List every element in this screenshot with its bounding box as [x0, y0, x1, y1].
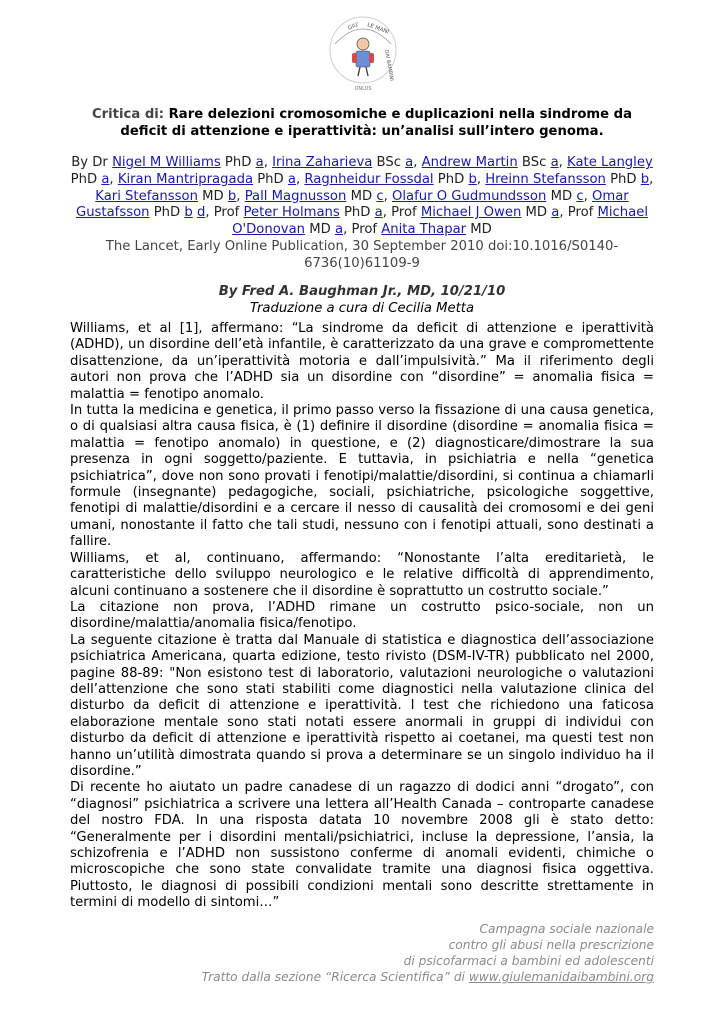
affiliation-link[interactable]: c: [576, 188, 584, 204]
paragraph: Williams, et al [1], affermano: “La sindrome da deficit di attenzione e iperattività (ADHD), un disordine dell’età infantile, è caratterizzato da una grave e compromettente disattenzione, da un’iperattività motoria e dall’impulsività.” Ma il riferimento degli autori non prova che l’ADHD sia un disordine con “disordine” = anomalia fisica = malattia = fenotipo anomalo.: [70, 321, 654, 402]
author-link[interactable]: Irina Zaharieva: [272, 155, 373, 170]
affiliation-link[interactable]: b: [640, 171, 650, 187]
author-degree: PhD: [437, 171, 465, 187]
author-degree: MD: [525, 205, 548, 221]
affiliation-link[interactable]: b: [184, 205, 193, 221]
paragraph: Williams, et al, continuano, affermando: “Nonostante l’alta ereditarietà, le caratteristiche dello sviluppo neurologico e le relative difficoltà di apprendimento, alcuni continuano a sostenere che il disordine è soprattutto un costrutto sociale.”: [70, 550, 654, 599]
author-degree: PhD: [257, 171, 284, 187]
author-link[interactable]: Omar Gustafsson: [75, 188, 629, 221]
author-separator: ,: [383, 188, 392, 204]
author-link[interactable]: Pall Magnusson: [244, 188, 347, 204]
author-degree: PhD: [153, 205, 181, 221]
author-separator: ,: [476, 171, 486, 187]
author-degree: MD: [309, 222, 331, 238]
byline-translation: Traduzione a cura di Cecilia Metta: [249, 301, 475, 316]
author-link[interactable]: Andrew Martin: [421, 155, 518, 170]
affiliation-link[interactable]: a: [255, 155, 264, 170]
affiliation-link[interactable]: b: [227, 188, 237, 204]
author-separator: , Prof: [382, 205, 421, 221]
author-link[interactable]: Kari Stefansson: [95, 188, 198, 204]
author-degree: MD: [550, 188, 573, 204]
author-separator: ,: [583, 188, 592, 204]
svg-text:GIU': GIU': [347, 21, 361, 32]
authors-intro: By Dr: [71, 155, 108, 170]
author-degree: PhD: [343, 205, 371, 221]
footer-source-prefix: Tratto dalla sezione “Ricerca Scientifica” di: [201, 970, 465, 984]
document-title: [70, 106, 654, 140]
author-separator: , Prof: [559, 205, 598, 221]
article-body: [70, 321, 654, 912]
author-link[interactable]: Peter Holmans: [243, 205, 340, 221]
author-link[interactable]: Anita Thapar: [381, 222, 467, 238]
author-separator: ,: [236, 188, 245, 204]
paragraph: Di recente ho aiutato un padre canadese di un ragazzo di dodici anni “drogato”, con “diagnosi” psichiatrica a scrivere una lettera all’Health Canada – controparte canadese del nostro FDA. In una risposta datata 10 novembre 2008 gli è stato detto: “Generalmente per i disordini mentali/psichiatrici, incluse la depressione, l’ansia, la schizofrenia e l’ADHD non sussistono conferme di anomali evidenti, chimiche o microscopiche che sono state convalidate tramite una diagnosi fisica oggettiva. Piuttosto, le diagnosi di possibili condizioni mentali sono descritte strettamente in termini di modello di sintomi…”: [70, 780, 654, 911]
footer-source: [134, 969, 654, 985]
affiliation-link[interactable]: b: [468, 171, 477, 187]
affiliation-link[interactable]: a: [101, 171, 110, 187]
affiliation-link[interactable]: a: [374, 205, 383, 221]
author-separator: ,: [649, 171, 654, 187]
organization-logo: [327, 14, 399, 94]
author-degree: PhD: [610, 171, 637, 187]
byline: [70, 283, 654, 317]
author-separator: , Prof: [205, 205, 244, 221]
author-degree: MD: [470, 222, 492, 238]
affiliation-link[interactable]: a: [551, 205, 560, 221]
author-link[interactable]: Michael J Owen: [420, 205, 522, 221]
affiliation-link[interactable]: a: [550, 155, 559, 170]
title-text: Rare delezioni cromosomiche e duplicazioni nella sindrome da deficit di attenzione e iperattività: un’analisi sull’intero genoma.: [120, 107, 633, 139]
affiliation-link[interactable]: a: [287, 171, 296, 187]
paragraph: In tutta la medicina e genetica, il primo passo verso la fissazione di una causa genetica, o di qualsiasi altra causa fisica, è (1) definire il disordine (disordine = anomalia fisica = malattia = fenotipo anomalo) in questione, e (2) diagnosticare/dimostrare la sua presenza in ogni soggetto/paziente. E tuttavia, in psichiatria e nella “genetica psichiatrica”, dove non sono provati i fenotipi/malattie/disordini, si continua a chiamarli formule (insegnante) pedagogiche, sociali, psichiatriche, psicologiche soggettive, fenotipi di malattie/disordini e a cercare il nesso di causalità dei cromosomi e dei geni umani, nonostante il fatto che tali studi, nessuno con i fenotipi attuali, sono destinati a fallire.: [70, 403, 654, 550]
author-degree: MD: [350, 188, 373, 204]
affiliation-link[interactable]: d: [196, 205, 206, 221]
author-separator: ,: [558, 155, 568, 170]
affiliation-link[interactable]: c: [376, 188, 384, 204]
author-separator: ,: [263, 155, 273, 170]
svg-text:DAI BAMBINI: DAI BAMBINI: [383, 49, 395, 82]
author-degree: BSc: [376, 155, 401, 170]
website-link[interactable]: www.giulemanidaibambini.org: [468, 970, 654, 984]
footer-line: di psicofarmaci a bambini ed adolescenti: [403, 954, 654, 968]
paragraph: La citazione non prova, l’ADHD rimane un costrutto psico-sociale, non un disordine/malattia/anomalia fisica/fenotipo.: [70, 599, 654, 632]
author-separator: ,: [296, 171, 305, 187]
journal-reference: The Lancet, Early Online Publication, 30 September 2010 doi:10.1016/S0140-6736(10)61109-9: [105, 238, 619, 271]
author-link[interactable]: Nigel M Williams: [112, 155, 221, 170]
author-link[interactable]: Hreinn Stefansson: [485, 171, 606, 187]
byline-author: By Fred A. Baughman Jr., MD, 10/21/10: [218, 284, 506, 299]
footer-line: contro gli abusi nella prescrizione: [448, 938, 654, 952]
author-separator: ,: [109, 171, 118, 187]
footer: [134, 921, 654, 985]
author-link[interactable]: Kiran Mantripragada: [117, 171, 254, 187]
paragraph: La seguente citazione è tratta dal Manuale di statistica e diagnostica dell’associazione psichiatrica Americana, quarta edizione, testo rivisto (DSM-IV-TR) pubblicato nel 2000, pagine 88-89: "Non esistono test di laboratorio, valutazioni neurologiche o valutazioni dell’attenzione che sono stati stabiliti come diagnostici nella valutazione clinica del disturbo da deficit di attenzione e iperattività. I test che richiedono una faticosa elaborazione mentale sono stati notati essere anormali in gruppi di individui con disturbo da deficit di attenzione e iperattività rispetto ai coetanei, ma questi test non hanno un’utilità dimostrata quando si prova a determinare se un singolo individuo ha il disordine.”: [70, 632, 654, 779]
title-lead: Critica di:: [91, 107, 165, 122]
author-link[interactable]: Michael O'Donovan: [232, 205, 649, 238]
footer-line: Campagna sociale nazionale: [479, 922, 654, 936]
svg-text:ONLUS: ONLUS: [354, 86, 372, 92]
author-link[interactable]: Kate Langley: [567, 155, 653, 170]
affiliation-link[interactable]: a: [335, 222, 344, 238]
svg-text:LE MANI: LE MANI: [366, 22, 390, 36]
author-degree: MD: [202, 188, 224, 204]
author-degree: PhD: [224, 155, 252, 170]
author-separator: ,: [413, 155, 422, 170]
author-link[interactable]: Ragnheidur Fossdal: [304, 171, 434, 187]
author-link[interactable]: Olafur O Gudmundsson: [391, 188, 547, 204]
author-degree: BSc: [521, 155, 547, 170]
author-list: [70, 155, 654, 273]
author-degree: PhD: [70, 171, 98, 187]
author-separator: , Prof: [343, 222, 382, 238]
affiliation-link[interactable]: a: [405, 155, 414, 170]
